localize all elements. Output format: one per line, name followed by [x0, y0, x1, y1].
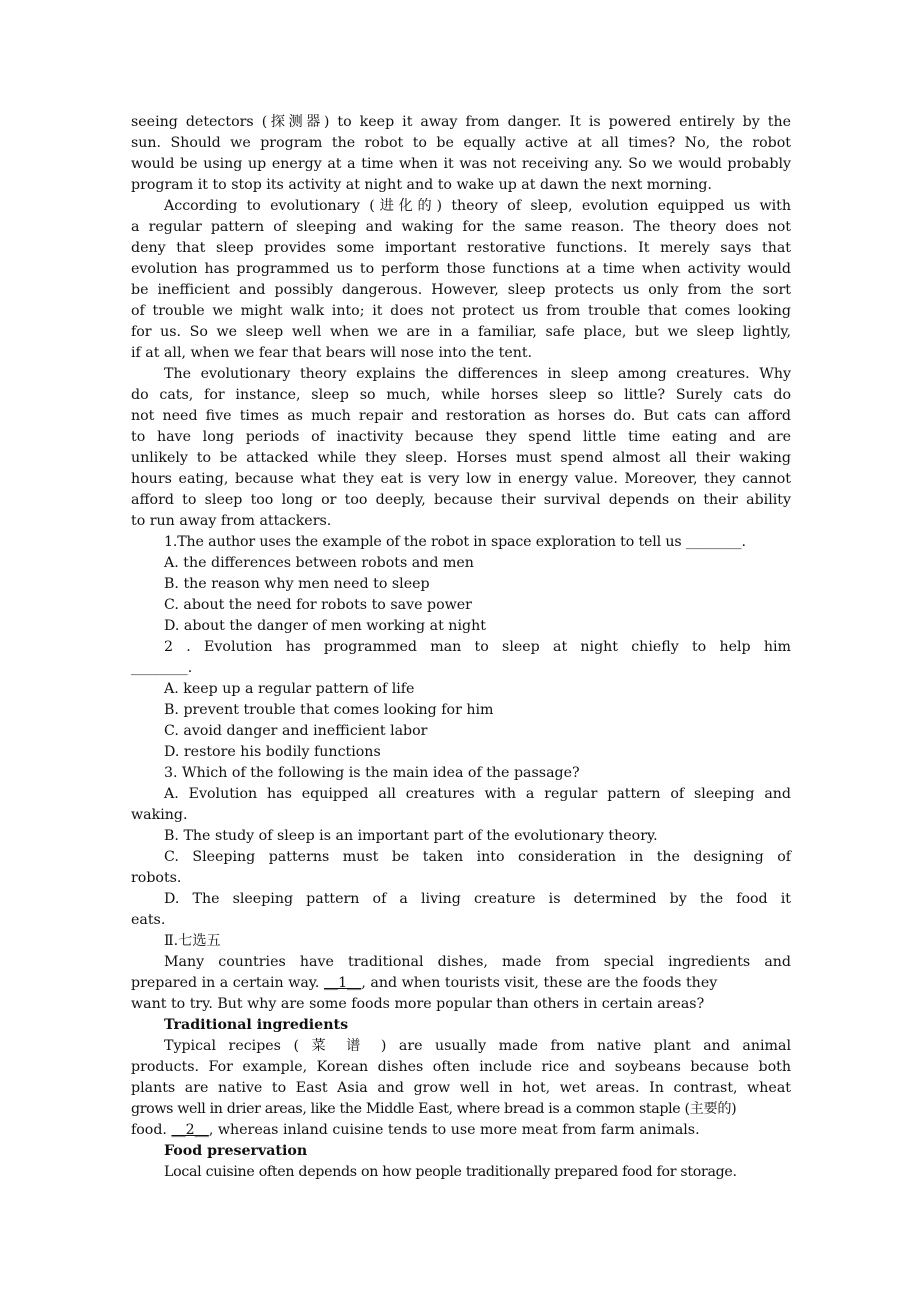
paragraph-evolution-theory [131, 196, 791, 364]
answer-option: C. about the need for robots to save power [164, 597, 472, 613]
text-line: of trouble we might walk into; it does not protect us from trouble that comes looking [131, 303, 791, 319]
text-line: want to try. But why are some foods more popular than others in certain areas? [131, 996, 705, 1012]
text-line: if at all, when we fear that bears will nose into the tent. [131, 345, 533, 361]
answer-option-cont: eats. [131, 912, 166, 928]
text-fragment: , whereas inland cuisine tends to use more meat from farm animals. [208, 1122, 700, 1138]
text-fragment: prepared in a certain way. [131, 975, 324, 991]
blank-1: __1__ [323, 975, 362, 991]
section-heading: Ⅱ.七选五 [164, 933, 221, 949]
text-fragment: food. [131, 1122, 172, 1138]
question-1 [131, 532, 791, 637]
answer-option: D. about the danger of men working at night [164, 618, 486, 634]
text-line: Many countries have traditional dishes, made from special ingredients and [164, 954, 791, 970]
text-line: According to evolutionary (进化的) theory of sleep, evolution equipped us with [164, 198, 791, 214]
answer-option: A. the differences between robots and men [164, 555, 474, 571]
text-line: products. For example, Korean dishes often include rice and soybeans because both [131, 1059, 791, 1075]
answer-option: B. The study of sleep is an important part of the evolutionary theory. [164, 828, 658, 844]
question-2 [131, 637, 791, 763]
text-line: hours eating, because what they eat is very low in energy value. Moreover, they cannot [131, 471, 791, 487]
text-line: to have long periods of inactivity because they spend little time eating and are [131, 429, 791, 445]
question-stem-blank: ________. [131, 660, 193, 676]
paragraph-cats-horses [131, 364, 791, 532]
question-stem: 2 . Evolution has programmed man to sleep at night chiefly to help him [164, 639, 791, 655]
answer-option: A. keep up a regular pattern of life [164, 681, 415, 697]
answer-option: C. avoid danger and inefficient labor [164, 723, 428, 739]
text-line [131, 1120, 791, 1141]
text-line: unlikely to be attacked while they sleep. Horses must spend almost all their waking [131, 450, 791, 466]
paragraph-robot [131, 112, 791, 196]
text-line: The evolutionary theory explains the differences in sleep among creatures. Why [164, 366, 791, 382]
text-line: for us. So we sleep well when we are in a familiar, safe place, but we sleep lightly, [131, 324, 791, 340]
text-line: do cats, for instance, sleep so much, while horses sleep so little? Surely cats do [131, 387, 791, 403]
text-line: would be using up energy at a time when it was not receiving any. So we would probably [131, 156, 791, 172]
text-line: afford to sleep too long or too deeply, because their survival depends on their ability [131, 492, 791, 508]
text-line: Local cuisine often depends on how people traditionally prepared food for storage. [164, 1164, 737, 1180]
text-line: to run away from attackers. [131, 513, 332, 529]
text-line: a regular pattern of sleeping and waking for the same reason. The theory does not [131, 219, 791, 235]
answer-option: B. prevent trouble that comes looking for him [164, 702, 494, 718]
question-stem: 3. Which of the following is the main idea of the passage? [164, 765, 580, 781]
section-2 [131, 931, 791, 1183]
text-line: sun. Should we program the robot to be equally active at all times? No, the robot [131, 135, 791, 151]
text-line: be inefficient and possibly dangerous. However, sleep protects us only from the sort [131, 282, 791, 298]
answer-option-cont: waking. [131, 807, 188, 823]
answer-option: A. Evolution has equipped all creatures with a regular pattern of sleeping and [164, 786, 791, 802]
question-3 [131, 763, 791, 931]
text-line: seeing detectors (探测器) to keep it away from danger. It is powered entirely by the [131, 114, 791, 130]
answer-option-cont: robots. [131, 870, 182, 886]
text-fragment: , and when tourists visit, these are the foods they [361, 975, 718, 991]
subheading-traditional-ingredients: Traditional ingredients [164, 1017, 349, 1033]
blank-2: __2__ [171, 1122, 209, 1138]
answer-option: D. restore his bodily functions [164, 744, 381, 760]
text-line: program it to stop its activity at night and to wake up at dawn the next morning. [131, 177, 712, 193]
text-line [131, 973, 791, 994]
question-stem: 1.The author uses the example of the robot in space exploration to tell us ________. [164, 534, 746, 550]
text-line: grows well in drier areas, like the Middle East, where bread is a common staple (主要的) [131, 1101, 737, 1117]
subheading-food-preservation: Food preservation [164, 1143, 308, 1159]
answer-option: D. The sleeping pattern of a living creature is determined by the food it [164, 891, 791, 907]
text-line: Typical recipes ( 菜 谱 ) are usually made from native plant and animal [164, 1038, 791, 1054]
answer-option: B. the reason why men need to sleep [164, 576, 430, 592]
text-line: not need five times as much repair and restoration as horses do. But cats can afford [131, 408, 791, 424]
text-line: plants are native to East Asia and grow well in hot, wet areas. In contrast, wheat [131, 1080, 791, 1096]
text-line: evolution has programmed us to perform those functions at a time when activity would [131, 261, 791, 277]
text-line: deny that sleep provides some important restorative functions. It merely says that [131, 240, 791, 256]
answer-option: C. Sleeping patterns must be taken into consideration in the designing of [164, 849, 791, 865]
